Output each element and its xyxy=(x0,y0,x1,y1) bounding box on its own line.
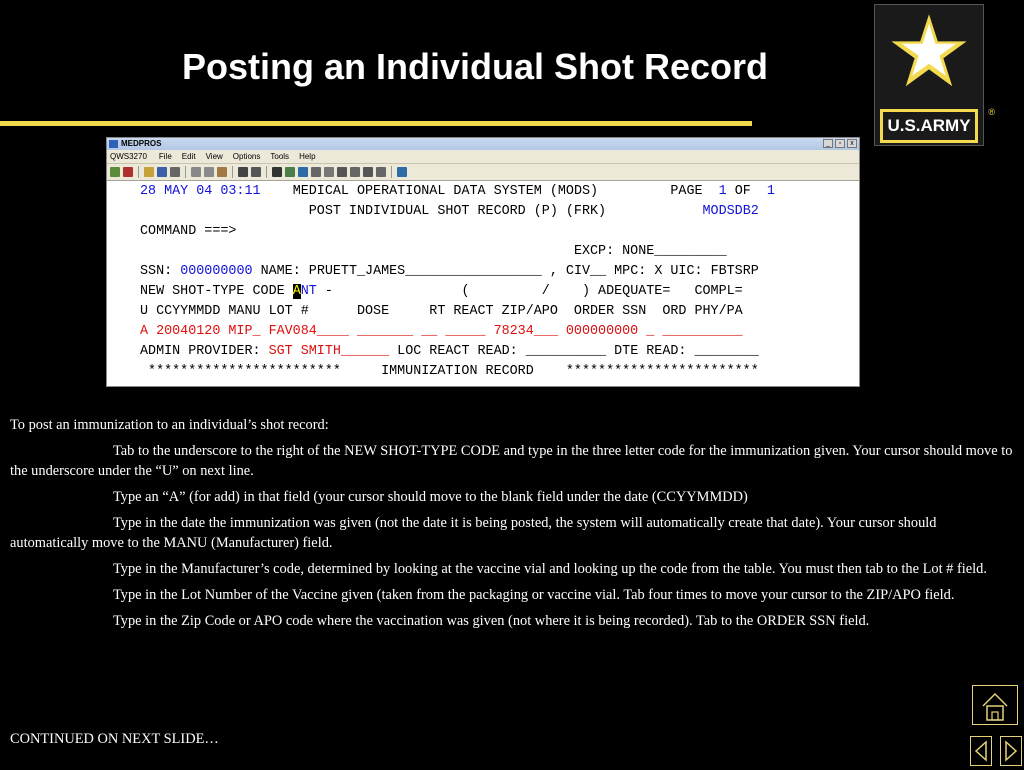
term-admin-label: ADMIN PROVIDER: xyxy=(140,344,269,359)
title-underline xyxy=(0,121,752,126)
term-ssn[interactable]: 000000000 xyxy=(180,264,253,279)
army-logo xyxy=(874,4,995,146)
toolbar-separator xyxy=(391,166,392,178)
minimize-button[interactable]: _ xyxy=(823,139,833,148)
instruction-step: Type in the Lot Number of the Vaccine given (taken from the packaging or vaccine vial. Tab four times to move your cursor to the ZIP/APO field. xyxy=(113,587,955,603)
connect-icon[interactable] xyxy=(110,167,120,177)
menu-file[interactable]: File xyxy=(158,152,172,161)
term-page: 1 xyxy=(718,184,727,199)
toolbar-separator xyxy=(185,166,186,178)
maximize-button[interactable]: ▫ xyxy=(835,139,845,148)
term-shot-type-code[interactable]: NT xyxy=(300,284,317,299)
disconnect-icon[interactable] xyxy=(123,167,133,177)
enter-key-icon[interactable] xyxy=(311,167,321,177)
tab-key-icon[interactable] xyxy=(324,167,334,177)
term-screen-name: POST INDIVIDUAL SHOT RECORD (P) (FRK) xyxy=(308,204,607,219)
term-command[interactable]: COMMAND ===> xyxy=(140,224,237,239)
macro-icon[interactable] xyxy=(238,167,248,177)
previous-button[interactable] xyxy=(970,736,992,766)
screen-icon[interactable] xyxy=(272,167,282,177)
instructions xyxy=(10,415,1014,637)
menu-qws3270[interactable]: QWS3270 xyxy=(110,152,147,161)
menu-bar xyxy=(107,150,859,164)
sort-icon[interactable] xyxy=(376,167,386,177)
home-icon xyxy=(973,686,1017,724)
term-shot-type-label: NEW SHOT-TYPE CODE xyxy=(140,284,293,299)
term-db-id: MODSDB2 xyxy=(702,204,759,219)
term-of-label: OF xyxy=(734,184,751,199)
instruction-step: Type in the Manufacturer’s code, determined by looking at the vaccine vial and looking up the code from the table. You must then tab to the Lot # field. xyxy=(113,561,987,577)
pa-key-icon[interactable] xyxy=(363,167,373,177)
instruction-step: Type an “A” (for add) in that field (your cursor should move to the blank field under the date (CCYYMMDD) xyxy=(113,489,748,505)
instructions-intro: To post an immunization to an individual’s shot record: xyxy=(10,417,329,433)
window-titlebar xyxy=(107,138,859,150)
logo-text: U.S.ARMY xyxy=(880,109,978,143)
instruction-step: Tab to the underscore to the right of the NEW SHOT-TYPE CODE and type in the three letter code for the immunization given. Your cursor should move to the underscore under the “U” on next line. xyxy=(10,443,1013,479)
term-excp: EXCP: NONE_________ xyxy=(573,244,727,259)
term-react-read: LOC REACT READ: __________ DTE READ: ________ xyxy=(389,344,759,359)
save-icon[interactable] xyxy=(157,167,167,177)
open-icon[interactable] xyxy=(144,167,154,177)
toolbar-separator xyxy=(266,166,267,178)
medpros-window xyxy=(106,137,860,387)
continued-note: CONTINUED ON NEXT SLIDE… xyxy=(10,731,219,747)
term-cursor[interactable]: A xyxy=(292,284,301,299)
menu-view[interactable]: View xyxy=(205,152,223,161)
reconnect-icon[interactable] xyxy=(397,167,407,177)
registered-mark: ® xyxy=(988,107,995,117)
close-button[interactable]: x xyxy=(847,139,857,148)
print-icon[interactable] xyxy=(170,167,180,177)
cut-icon[interactable] xyxy=(191,167,201,177)
star-icon xyxy=(889,11,969,91)
terminal-screen[interactable] xyxy=(107,181,859,382)
window-title: MEDPROS xyxy=(121,139,162,148)
toolbar-separator xyxy=(232,166,233,178)
toolbar-separator xyxy=(138,166,139,178)
app-icon xyxy=(109,140,118,148)
term-system: MEDICAL OPERATIONAL DATA SYSTEM (MODS) xyxy=(292,184,599,199)
pf-key-icon[interactable] xyxy=(350,167,360,177)
keyboard-icon[interactable] xyxy=(251,167,261,177)
next-button[interactable] xyxy=(1000,736,1022,766)
term-name-row: NAME: PRUETT_JAMES_________________ , CIV__ MPC: X UIC: FBTSRP xyxy=(252,264,759,279)
term-entry-row[interactable]: A 20040120 MIP_ FAV084____ _______ __ _____ 78234___ 000000000 _ __________ xyxy=(140,324,743,339)
term-footer: ************************ IMMUNIZATION RECORD ************************ xyxy=(140,364,759,379)
settings-icon[interactable] xyxy=(285,167,295,177)
paste-icon[interactable] xyxy=(217,167,227,177)
toolbar xyxy=(107,164,859,181)
arrow-icon[interactable] xyxy=(337,167,347,177)
copy-icon[interactable] xyxy=(204,167,214,177)
instruction-step: Type in the date the immunization was given (not the date it is being posted, the system will automatically create that date). Your cursor should automatically move to the MANU (Manufacturer) field. xyxy=(10,515,937,551)
term-shot-type-rest: - ( / ) ADEQUATE= COMPL= xyxy=(316,284,743,299)
home-key-icon[interactable] xyxy=(298,167,308,177)
term-page-label: PAGE xyxy=(670,184,703,199)
term-column-headers: U CCYYMMDD MANU LOT # DOSE RT REACT ZIP/APO ORDER SSN ORD PHY/PA xyxy=(140,304,743,319)
menu-tools[interactable]: Tools xyxy=(270,152,290,161)
menu-help[interactable]: Help xyxy=(299,152,316,161)
menu-edit[interactable]: Edit xyxy=(181,152,196,161)
previous-icon xyxy=(971,737,991,765)
term-admin-provider[interactable]: SGT SMITH______ xyxy=(268,344,390,359)
instruction-step: Type in the Zip Code or APO code where the vaccination was given (not where it is being recorded). Tab to the ORDER SSN field. xyxy=(113,613,870,629)
term-ssn-label: SSN: xyxy=(140,264,173,279)
slide-title: Posting an Individual Shot Record xyxy=(181,46,769,87)
home-button[interactable] xyxy=(972,685,1018,725)
next-icon xyxy=(1001,737,1021,765)
menu-options[interactable]: Options xyxy=(232,152,261,161)
term-of: 1 xyxy=(766,184,775,199)
term-date: 28 MAY 04 03:11 xyxy=(140,184,261,199)
